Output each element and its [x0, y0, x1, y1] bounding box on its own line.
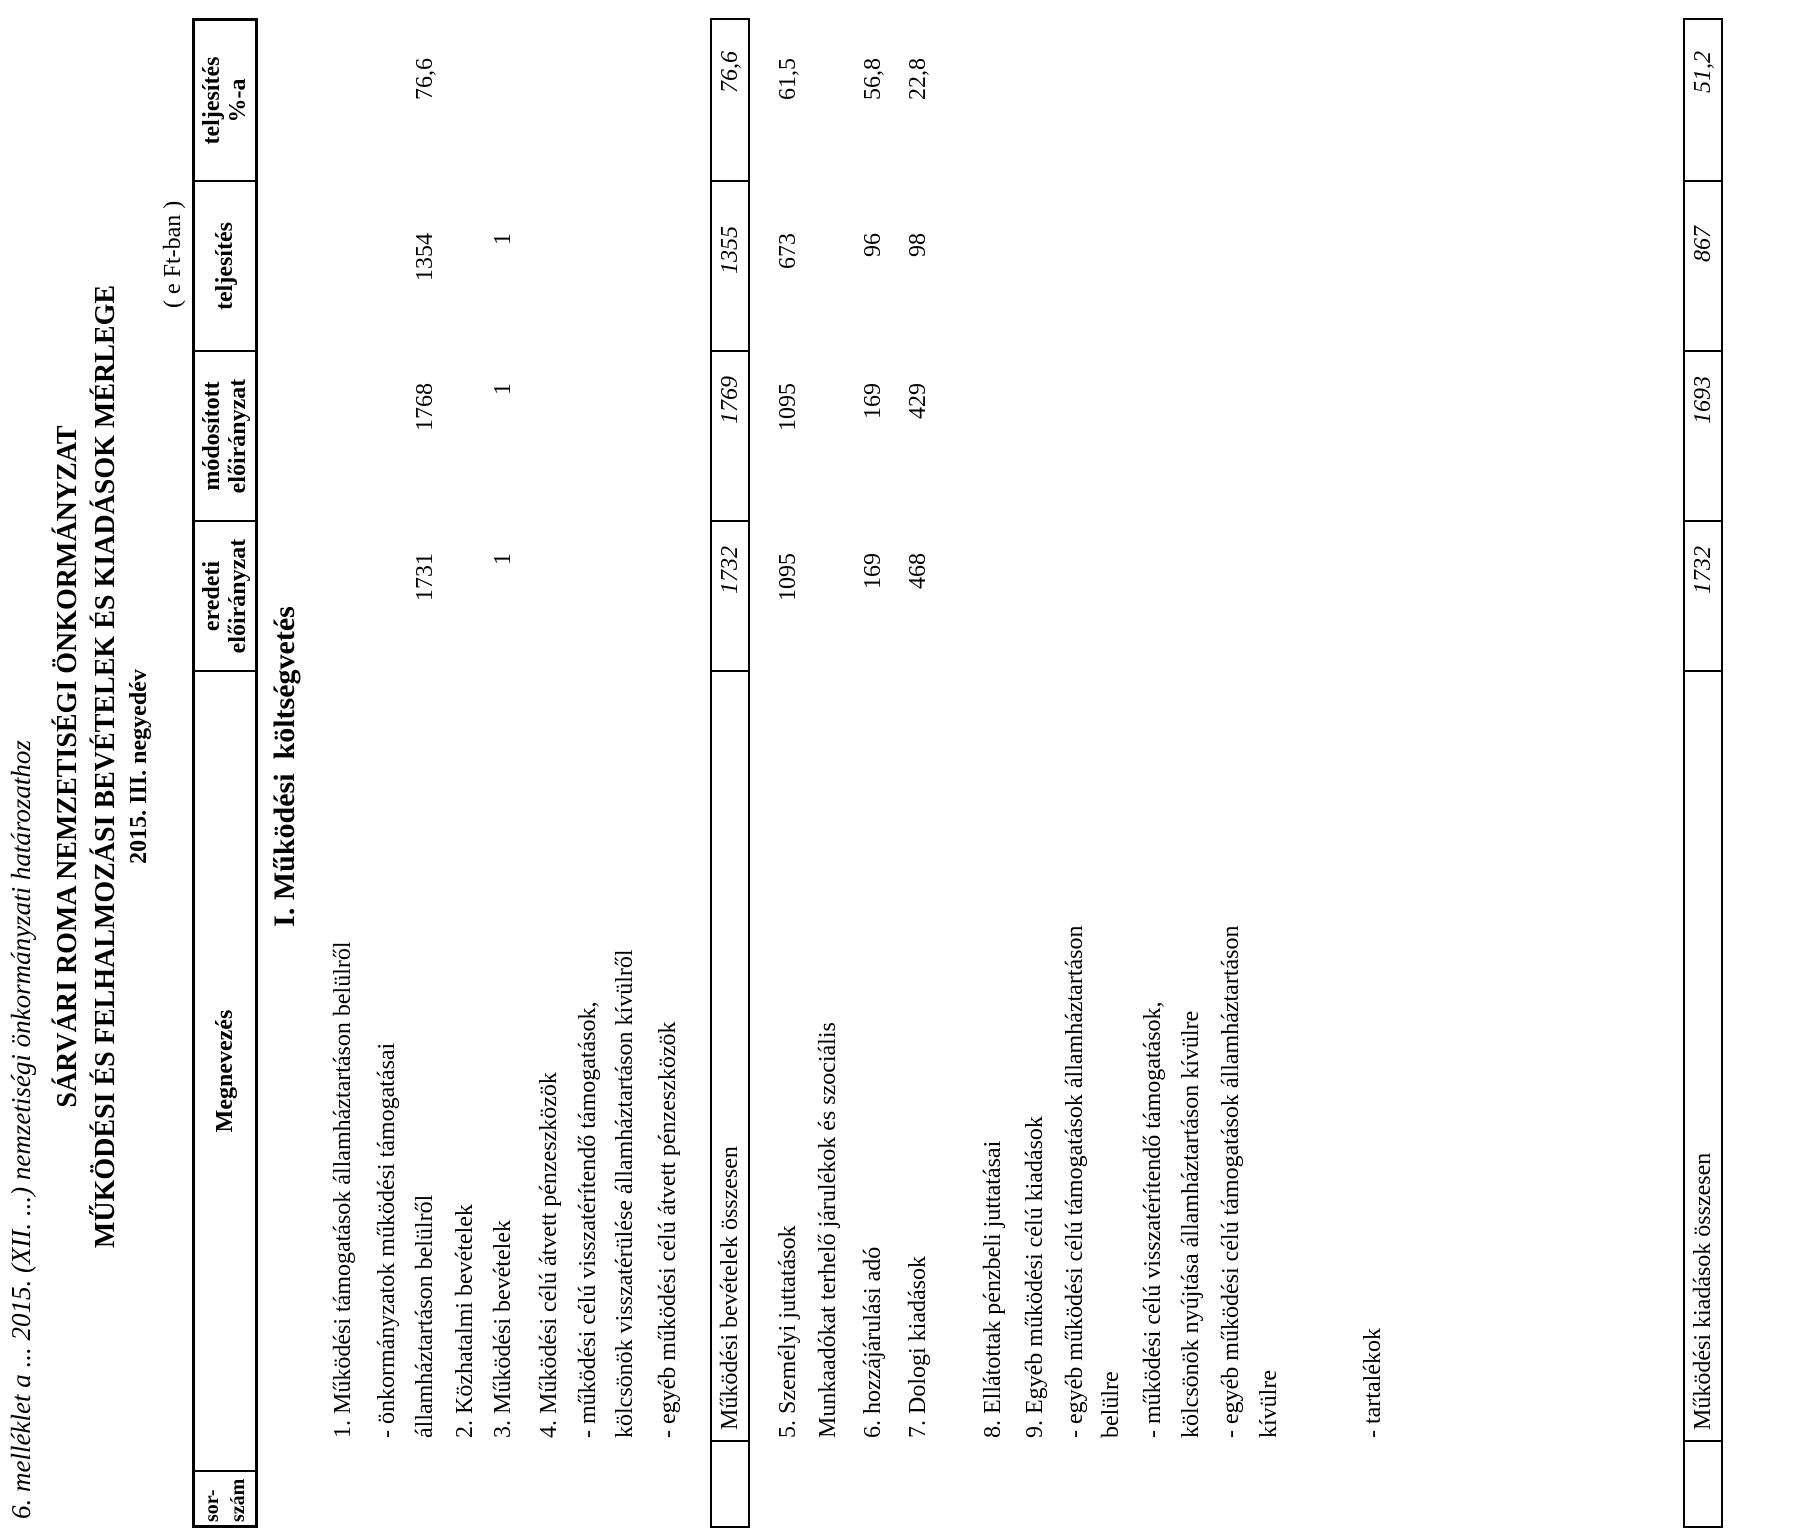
expense-line-teljesites: 673: [775, 233, 801, 269]
revenue-total-szazalek: 76,6: [717, 51, 743, 93]
section-title-part1: I. Működési: [268, 773, 301, 927]
revenue-line-teljesites: 1: [490, 233, 516, 245]
header-eredeti-line2: előirányzat: [225, 538, 251, 654]
expense-total-sor-cell: [1685, 1440, 1721, 1526]
section-title-part2: költségvetés: [268, 606, 301, 760]
header-megnevezes: [195, 670, 255, 1470]
revenue-line-label: - önkormányzatok működési támogatásai: [374, 1042, 400, 1438]
header-sorszam-line1: sor-: [201, 1489, 223, 1522]
expense-line-label: 9. Egyéb működési célú kiadások: [1022, 1116, 1048, 1438]
revenue-total-teljesites: 1355: [717, 226, 743, 274]
header-modositott-line2: előirányzat: [225, 378, 251, 494]
expense-line-label: 6. hozzájárulási adó: [860, 1246, 886, 1438]
header-megnevezes-text: Megnevezés: [212, 1009, 238, 1133]
expense-line-szazalek: 22,8: [905, 58, 931, 100]
unit-label: ( e Ft-ban ): [160, 200, 186, 308]
header-modositott-line1: módosított: [199, 381, 225, 491]
expense-total-szazalek: 51,2: [1690, 51, 1716, 93]
revenue-line-label: - működési célú visszatérítendő támogatások,: [575, 1001, 601, 1438]
revenue-line-teljesites: 1354: [412, 233, 438, 281]
expense-line-label: - egyéb működési célú támogatások államháztartáson: [1062, 925, 1088, 1438]
expense-line-modositott: 429: [905, 383, 931, 419]
header-modositott: [195, 350, 255, 520]
expense-line-teljesites: 96: [860, 233, 886, 257]
expense-line-label: 8. Ellátottak pénzbeli juttatásai: [980, 1140, 1006, 1438]
header-szazalek-line2: %-a: [225, 78, 251, 123]
expense-line-szazalek: 61,5: [775, 58, 801, 100]
table-header: [192, 18, 258, 1528]
header-szazalek-line1: teljesítés: [199, 56, 225, 145]
expense-line-label: kívülre: [1256, 1370, 1282, 1438]
revenue-total-sor-cell: [712, 1440, 748, 1526]
revenue-line-eredeti: 1731: [412, 553, 438, 601]
expense-line-modositott: 1095: [775, 383, 801, 431]
expense-line-label: kölcsönök nyújtása államháztartáson kívülre: [1178, 1010, 1204, 1438]
title-organization: SÁRVÁRI ROMA NEMZETISÉGI ÖNKORMÁNYZAT: [52, 425, 83, 1108]
revenue-line-label: - egyéb működési célú átvett pénzeszközök: [655, 1021, 681, 1438]
expense-total-teljesites: 867: [1690, 226, 1716, 262]
header-szazalek: [195, 21, 255, 180]
revenue-line-label: 2. Közhatalmi bevételek: [452, 1204, 478, 1438]
expense-line-label: - egyéb működési célú támogatások államháztartáson: [1218, 925, 1244, 1438]
header-teljesites: [195, 180, 255, 350]
expense-line-label: - működési célú visszatérítendő támogatások,: [1140, 1001, 1166, 1438]
revenue-line-label: 4. Működési célú átvett pénzeszközök: [536, 1072, 562, 1438]
expense-total-modositott: 1693: [1690, 376, 1716, 424]
revenue-line-eredeti: 1: [490, 553, 516, 565]
expense-line-label: - tartalékok: [1360, 1328, 1386, 1438]
expense-line-eredeti: 169: [860, 553, 886, 589]
expense-total-label: Működési kiadások összesen: [1690, 1152, 1716, 1430]
expense-line-szazalek: 56,8: [860, 58, 886, 100]
revenue-line-modositott: 1: [490, 383, 516, 395]
expense-line-label: belülre: [1098, 1371, 1124, 1438]
expense-line-label: 5. Személyi juttatások: [775, 1225, 801, 1438]
expense-line-modositott: 169: [860, 383, 886, 419]
revenue-line-label: államháztartáson belülről: [412, 1194, 438, 1438]
revenue-line-szazalek: 76,6: [412, 58, 438, 100]
revenue-line-label: kölcsönök visszatérülése államháztartáson kívülről: [612, 949, 638, 1438]
revenue-total-modositott: 1769: [717, 376, 743, 424]
header-sorszam: [195, 1470, 255, 1525]
expense-total-row: [1683, 18, 1723, 1528]
revenue-line-label: 3. Működési bevételek: [490, 1220, 516, 1438]
expense-line-label: Munkaadókat terhelő járulékok és szociális: [815, 1022, 841, 1438]
expense-total-eredeti: 1732: [1690, 546, 1716, 594]
expense-line-eredeti: 1095: [775, 553, 801, 601]
expense-line-label: 7. Dologi kiadások: [905, 1256, 931, 1438]
header-sorszam-line2: szám: [227, 1478, 249, 1522]
header-teljesites-text: teljesítés: [212, 222, 238, 310]
revenue-total-row: [710, 18, 750, 1528]
revenue-total-label: Működési bevételek összesen: [717, 1146, 743, 1430]
expense-line-teljesites: 98: [905, 233, 931, 257]
revenue-total-eredeti: 1732: [717, 546, 743, 594]
annex-note: 6. melléklet a ... 2015. (XII. ...) nemzetiségi önkormányzati határozathoz: [6, 740, 36, 1519]
section-title: [268, 0, 302, 1533]
revenue-line-label: 1. Működési támogatások államháztartáson belülről: [330, 941, 356, 1438]
header-eredeti-line1: eredeti: [199, 560, 225, 632]
expense-line-eredeti: 468: [905, 553, 931, 589]
header-eredeti: [195, 520, 255, 670]
title-period: 2015. III. negyedév: [126, 669, 152, 864]
title-balance: MŰKÖDÉSI ÉS FELHALMOZÁSI BEVÉTELEK ÉS KIADÁSOK MÉRLEGE: [90, 284, 121, 1249]
revenue-line-modositott: 1768: [412, 383, 438, 431]
